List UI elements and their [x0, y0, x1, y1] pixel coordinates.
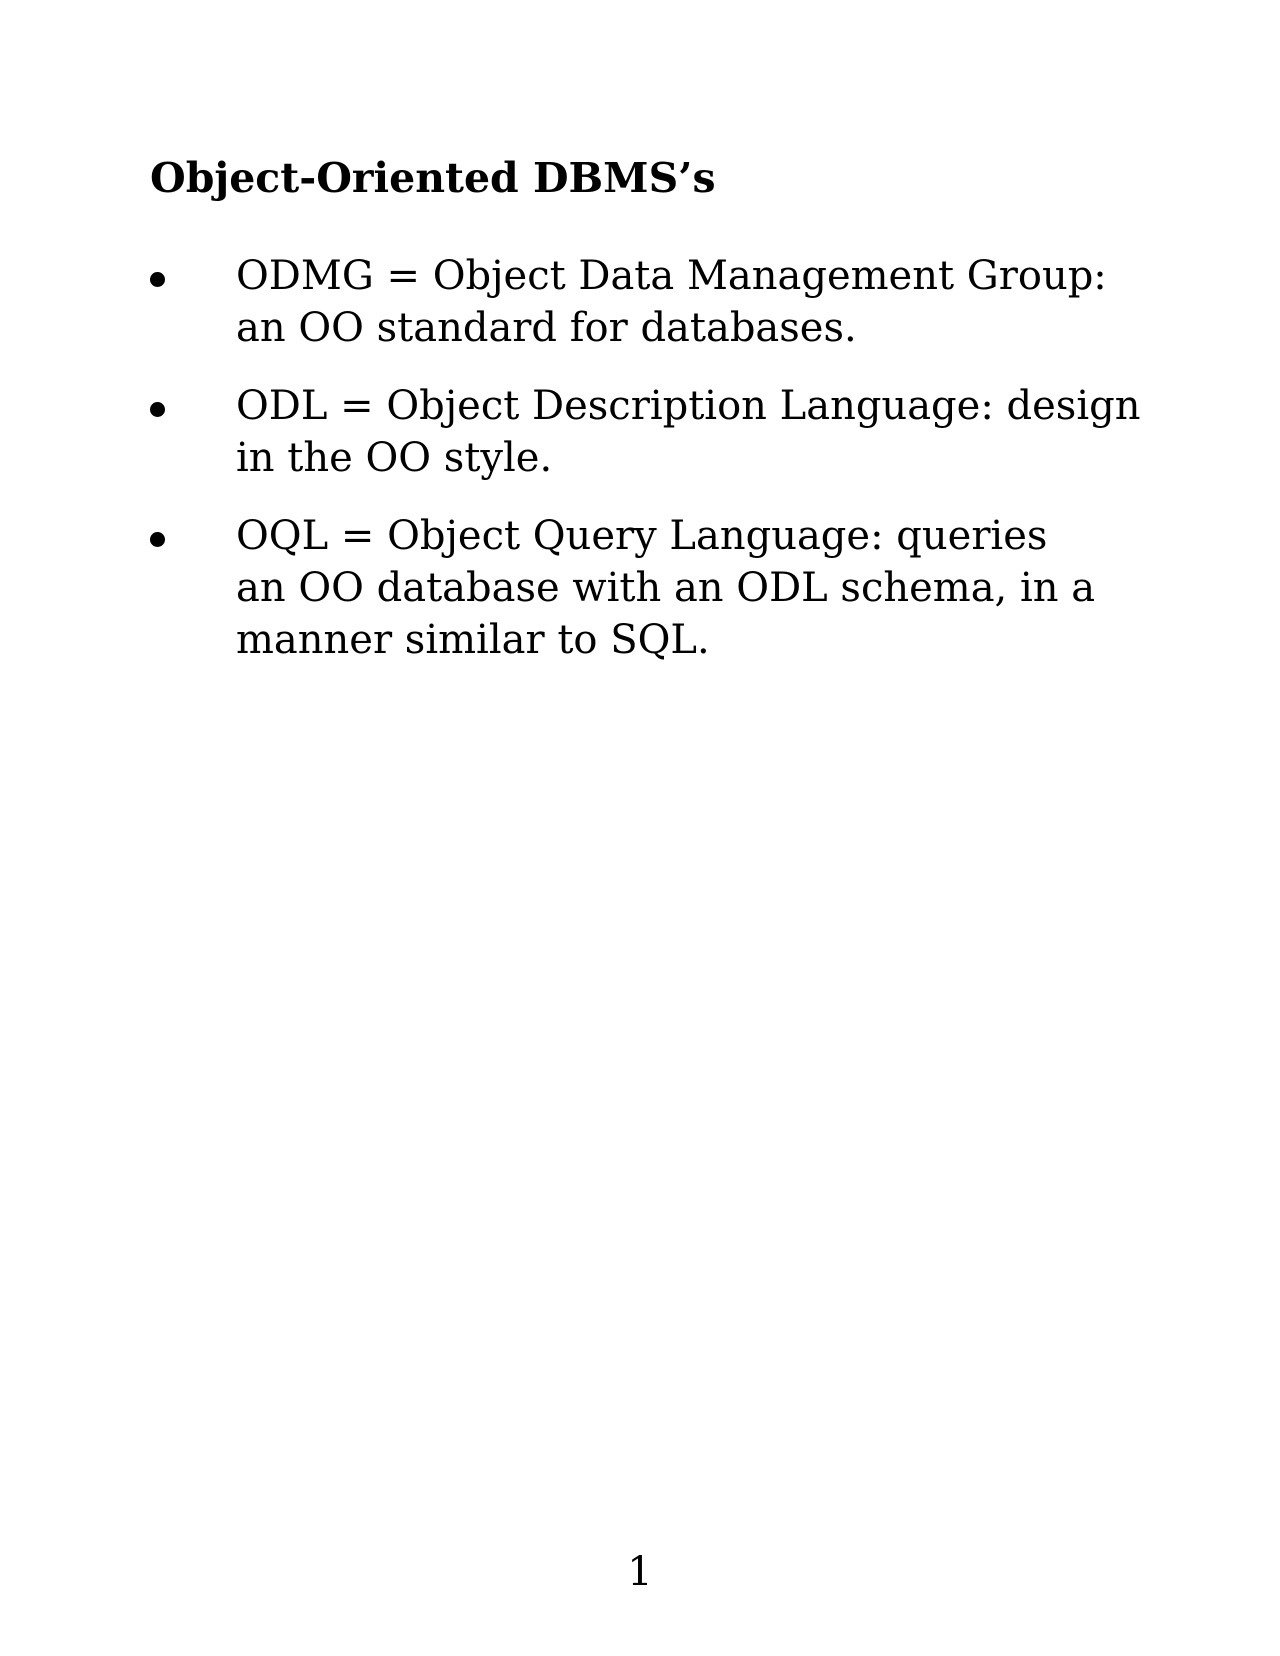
bullet-line: an OO database with an ODL schema, in a [236, 565, 1096, 611]
bullet-list [150, 250, 1150, 692]
bullet-line: ODL = Object Description Language: design [236, 383, 1141, 429]
slide-title: Object-Oriented DBMS’s [150, 154, 716, 202]
bullet-item-odl [150, 380, 1150, 484]
bullet-line: ODMG = Object Data Management Group: [236, 253, 1107, 299]
bullet-line: manner similar to SQL. [236, 617, 710, 663]
page-number: 1 [627, 1549, 653, 1595]
bullet-text [236, 380, 1150, 484]
bullet-text [236, 250, 1150, 354]
bullet-item-odmg [150, 250, 1150, 354]
bullet-text [236, 510, 1150, 666]
bullet-dot-icon [150, 272, 165, 287]
bullet-line: OQL = Object Query Language: queries [236, 513, 1048, 559]
bullet-line: an OO standard for databases. [236, 305, 857, 351]
bullet-dot-icon [150, 532, 165, 547]
bullet-item-oql [150, 510, 1150, 666]
bullet-line: in the OO style. [236, 435, 553, 481]
bullet-dot-icon [150, 402, 165, 417]
